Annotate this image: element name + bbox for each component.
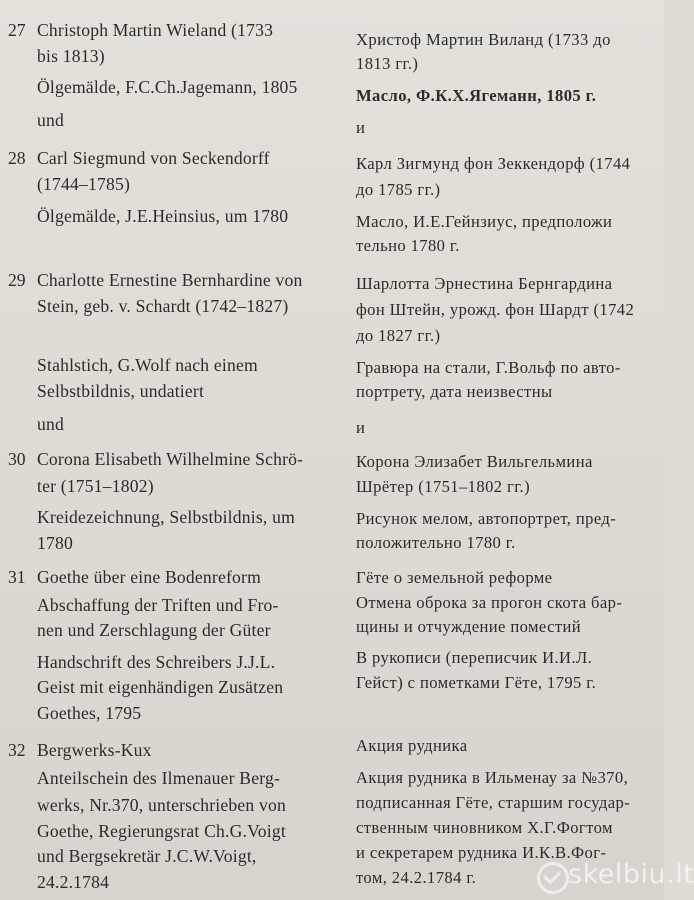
- german-line: Charlotte Ernestine Bernhardine von: [37, 270, 303, 290]
- russian-line: В рукописи (переписчик И.И.Л.: [356, 648, 593, 667]
- entry-number: 27: [8, 20, 26, 40]
- russian-line: Шарлотта Эрнестина Бернгардина: [356, 274, 613, 293]
- german-line: Ölgemälde, J.E.Heinsius, um 1780: [37, 206, 289, 226]
- german-line: Abschaffung der Triften und Fro-: [37, 595, 279, 615]
- entry-number: 28: [8, 148, 26, 168]
- german-line: Selbstbildnis, undatiert: [37, 381, 205, 401]
- russian-line: Христоф Мартин Виланд (1733 до: [356, 30, 611, 49]
- entry-number: 32: [8, 740, 26, 760]
- german-line: 24.2.1784: [37, 872, 110, 892]
- russian-line: и: [356, 418, 366, 437]
- russian-line: до 1827 гг.): [356, 326, 441, 345]
- german-line: 1780: [37, 533, 73, 553]
- german-line: (1744–1785): [37, 174, 131, 194]
- german-line: Christoph Martin Wieland (1733: [37, 20, 274, 40]
- german-line: Bergwerks-Kux: [37, 740, 152, 760]
- german-line: nen und Zerschlagung der Güter: [37, 620, 271, 640]
- russian-line: Шрётер (1751–1802 гг.): [356, 477, 531, 496]
- russian-line: Акция рудника: [356, 736, 468, 755]
- russian-line: Корона Элизабет Вильгельмина: [356, 452, 593, 471]
- russian-line: положительно 1780 г.: [356, 533, 516, 552]
- russian-line: Гравюра на стали, Г.Вольф по авто-: [356, 358, 621, 377]
- russian-line: том, 24.2.1784 г.: [356, 868, 477, 887]
- german-line: Geist mit eigenhändigen Zusätzen: [37, 677, 284, 697]
- watermark-text: skelbiu.lt: [568, 859, 694, 890]
- entry-number: 30: [8, 449, 26, 469]
- german-line: und: [37, 110, 64, 130]
- german-line: werks, Nr.370, unterschrieben von: [37, 795, 286, 815]
- german-line: Corona Elisabeth Wilhelmine Schrö-: [37, 449, 304, 469]
- russian-line: и: [356, 118, 366, 137]
- entry-number: 29: [8, 270, 26, 290]
- russian-line: до 1785 гг.): [356, 180, 441, 199]
- german-line: bis 1813): [37, 46, 105, 66]
- russian-line: и секретарем рудника И.К.В.Фог-: [356, 843, 607, 862]
- russian-line: Рисунок мелом, автопортрет, пред-: [356, 509, 617, 528]
- german-line: und: [37, 414, 64, 434]
- german-line: Kreidezeichnung, Selbstbildnis, um: [37, 507, 295, 527]
- russian-line: Карл Зигмунд фон Зеккендорф (1744: [356, 154, 631, 173]
- russian-line: Акция рудника в Ильменау за №370,: [356, 768, 629, 787]
- german-line: ter (1751–1802): [37, 476, 154, 496]
- russian-line: портрету, дата неизвестны: [356, 382, 553, 401]
- russian-line: щины и отчуждение поместий: [356, 617, 582, 636]
- german-line: Handschrift des Schreibers J.J.L.: [37, 652, 276, 672]
- russian-line: тельно 1780 г.: [356, 236, 460, 255]
- german-line: und Bergsekretär J.C.W.Voigt,: [37, 846, 257, 866]
- watermark-logo-icon: [537, 862, 569, 894]
- russian-line: подписанная Гёте, старшим государ-: [356, 793, 631, 812]
- russian-line: Отмена оброка за прогон скота бар-: [356, 593, 623, 612]
- german-line: Goethe, Regierungsrat Ch.G.Voigt: [37, 821, 286, 841]
- german-line: Stahlstich, G.Wolf nach einem: [37, 355, 258, 375]
- russian-line: Гёте о земельной реформе: [356, 568, 553, 587]
- german-line: Stein, geb. v. Schardt (1742–1827): [37, 296, 289, 316]
- russian-line: Гейст) с пометками Гёте, 1795 г.: [356, 673, 597, 692]
- german-line: Carl Siegmund von Seckendorff: [37, 148, 270, 168]
- german-line: Ölgemälde, F.C.Ch.Jagemann, 1805: [37, 77, 298, 97]
- entry-number: 31: [8, 567, 26, 587]
- german-line: Goethes, 1795: [37, 703, 142, 723]
- russian-line: 1813 гг.): [356, 54, 419, 73]
- german-line: Goethe über eine Bodenreform: [37, 567, 261, 587]
- russian-line: Масло, Ф.К.Х.Ягеманн, 1805 г.: [356, 86, 597, 105]
- russian-line: фон Штейн, урожд. фон Шардт (1742: [356, 300, 635, 319]
- german-line: Anteilschein des Ilmenauer Berg-: [37, 768, 281, 788]
- russian-line: Масло, И.Е.Гейнзиус, предположи: [356, 212, 613, 231]
- russian-line: ственным чиновником Х.Г.Фогтом: [356, 818, 613, 837]
